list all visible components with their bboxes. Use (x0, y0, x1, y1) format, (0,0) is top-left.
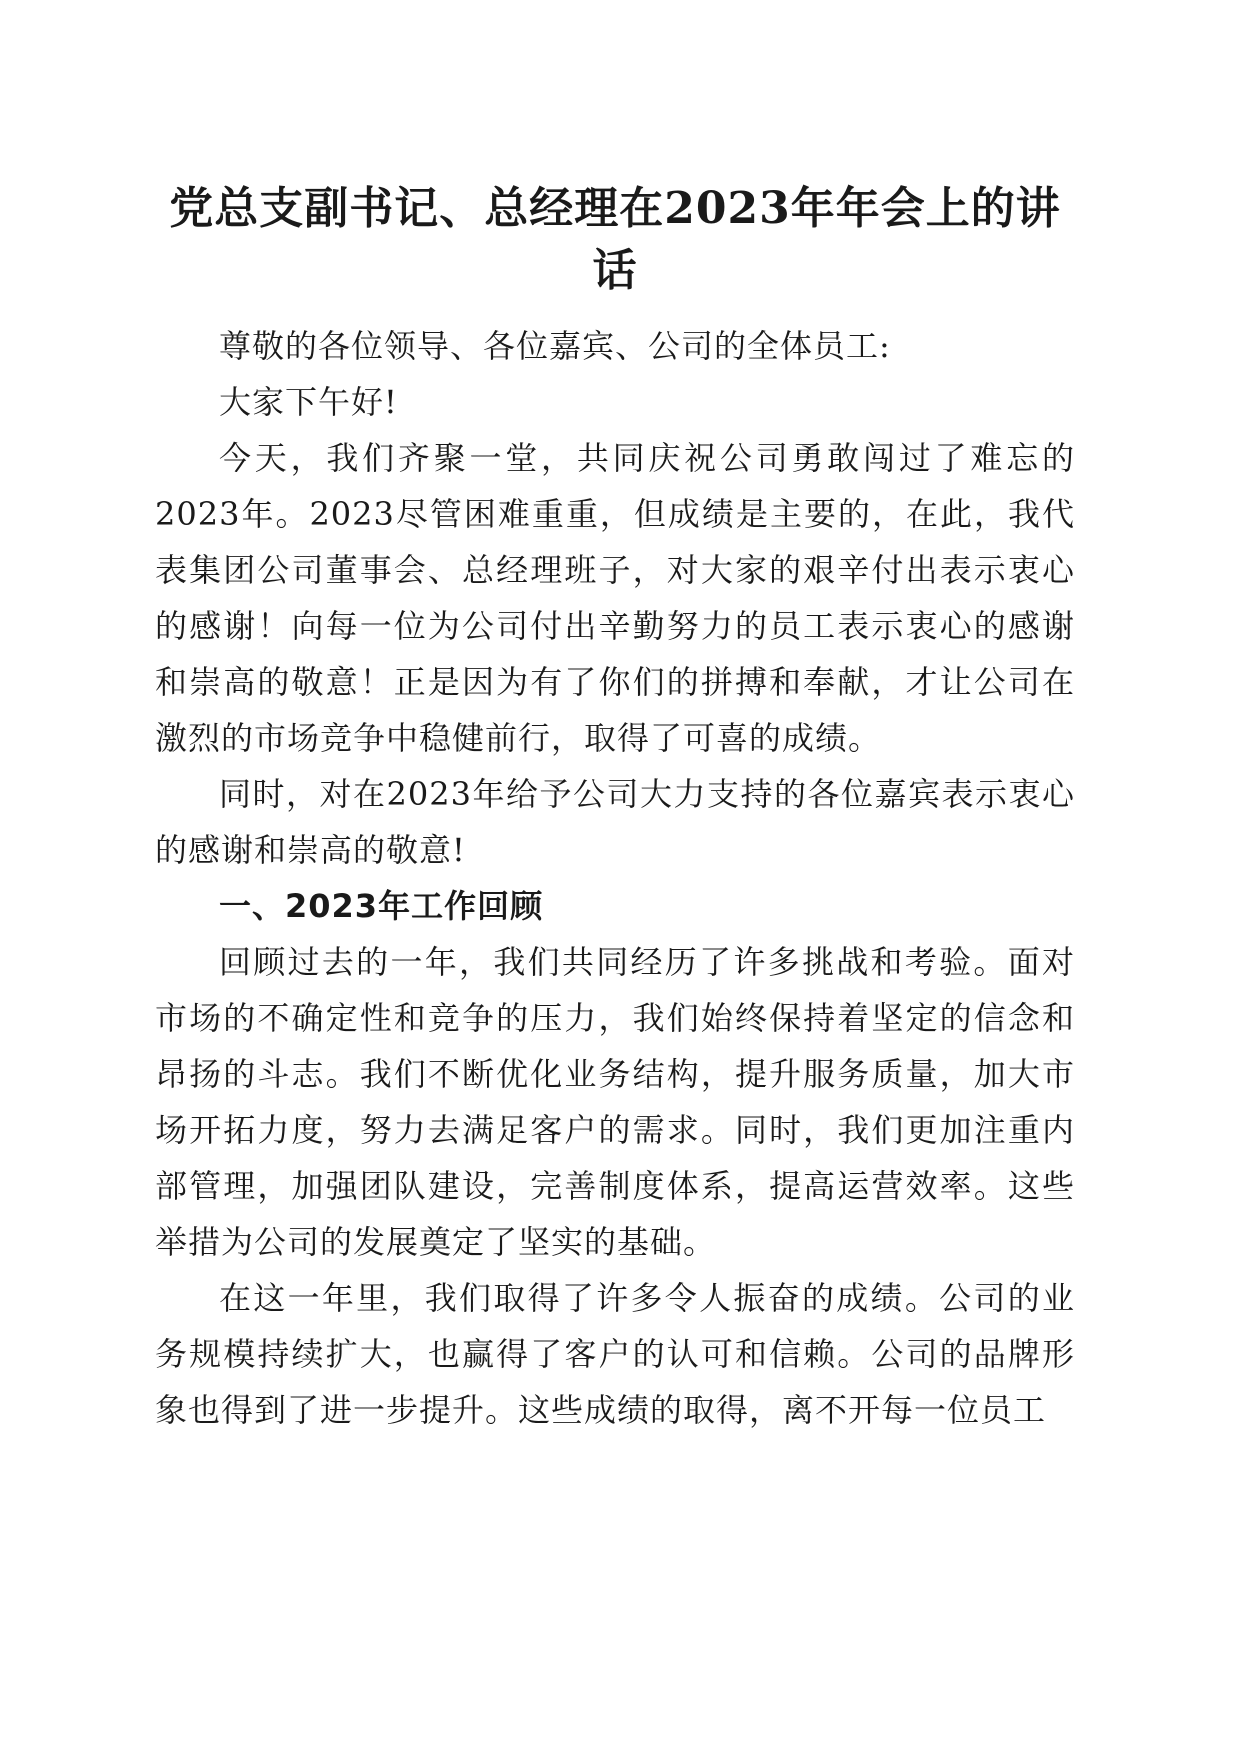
greeting: 大家下午好! (219, 383, 398, 421)
paragraph-opening: 今天，我们齐聚一堂，共同庆祝公司勇敢闯过了难忘的2023年。2023尽管困难重重，但成绩是主要的，在此，我代表集团公司董事会、总经理班子，对大家的艰辛付出表示衷心的感谢！向每一位为公司付出辛勤努力的员工表示衷心的感谢和崇高的敬意！正是因为有了你们的拼搏和奉献，才让公司在激烈的市场竞争中稳健前行，取得了可喜的成绩。 (155, 439, 1075, 757)
paragraph-achievements: 在这一年里，我们取得了许多令人振奋的成绩。公司的业务规模持续扩大，也赢得了客户的认可和信赖。公司的品牌形象也得到了进一步提升。这些成绩的取得，离不开每一位员工 (155, 1279, 1075, 1429)
paragraph-review: 回顾过去的一年，我们共同经历了许多挑战和考验。面对市场的不确定性和竞争的压力，我们始终保持着坚定的信念和昂扬的斗志。我们不断优化业务结构，提升服务质量，加大市场开拓力度，努力去满足客户的需求。同时，我们更加注重内部管理，加强团队建设，完善制度体系，提高运营效率。这些举措为公司的发展奠定了坚实的基础。 (155, 943, 1075, 1261)
paragraph-thanks-guests: 同时，对在2023年给予公司大力支持的各位嘉宾表示衷心的感谢和崇高的敬意! (155, 775, 1075, 869)
section-heading: 一、2023年工作回顾 (219, 887, 544, 925)
document-body (155, 318, 1075, 1438)
document-title: 党总支副书记、总经理在2023年年会上的讲话 (169, 183, 1061, 296)
salutation: 尊敬的各位领导、各位嘉宾、公司的全体员工: (219, 327, 891, 365)
